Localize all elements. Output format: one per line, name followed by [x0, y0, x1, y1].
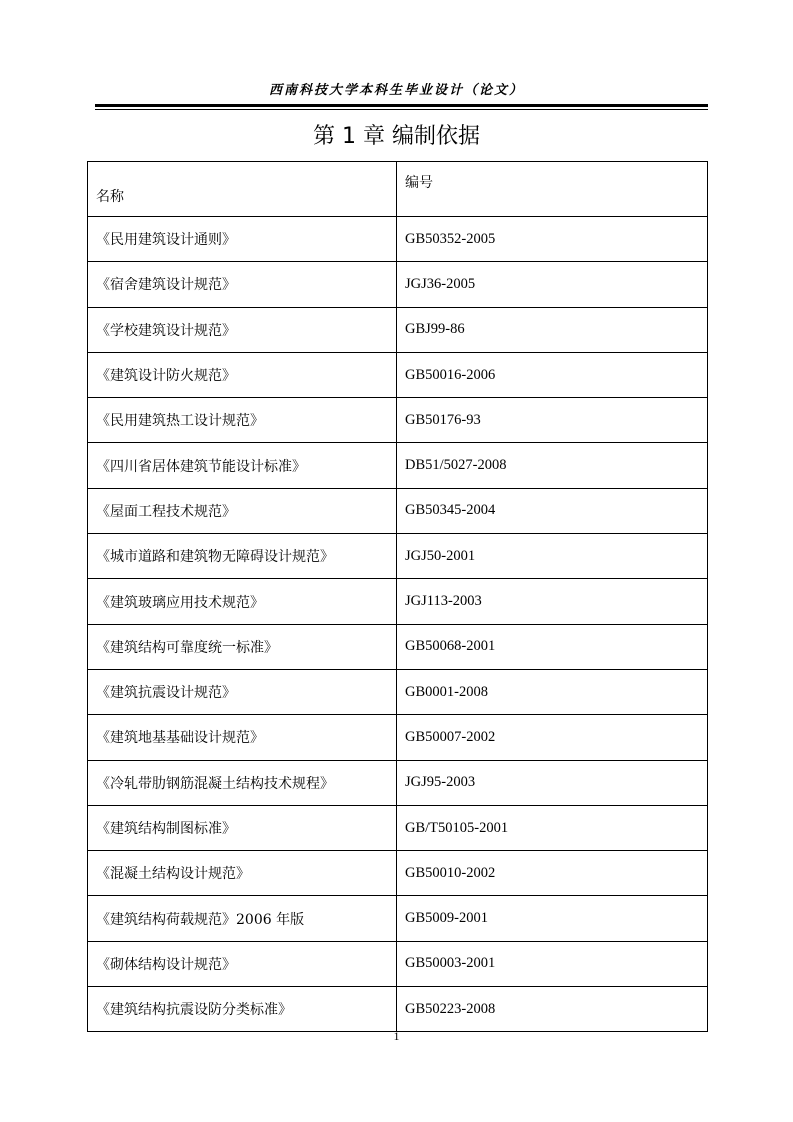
standard-name: 《建筑结构荷载规范》2006 年版 [88, 896, 397, 941]
standard-name: 《砌体结构设计规范》 [88, 941, 397, 986]
standard-name: 《建筑玻璃应用技术规范》 [88, 579, 397, 624]
chapter-title: 第 1 章 编制依据 [313, 124, 480, 149]
page-number: 1 [393, 1029, 400, 1043]
table-row [88, 805, 708, 850]
standard-name: 《城市道路和建筑物无障碍设计规范》 [88, 534, 397, 579]
table-row [88, 715, 708, 760]
column-header-name: 名称 [88, 162, 397, 217]
standard-name: 《建筑结构抗震设防分类标准》 [88, 987, 397, 1032]
standard-name: 《建筑抗震设计规范》 [88, 669, 397, 714]
table-header [88, 162, 708, 217]
standard-code: JGJ36-2005 [397, 262, 708, 307]
table-row [88, 896, 708, 941]
standard-code: GB50068-2001 [397, 624, 708, 669]
table-row [88, 941, 708, 986]
standard-code: GB5009-2001 [397, 896, 708, 941]
column-header-code: 编号 [397, 162, 708, 217]
standard-name: 《建筑结构制图标准》 [88, 805, 397, 850]
standard-code: JGJ50-2001 [397, 534, 708, 579]
table-row [88, 443, 708, 488]
table-row [88, 262, 708, 307]
table-header-row [88, 162, 708, 217]
standard-code: GB0001-2008 [397, 669, 708, 714]
standard-name: 《民用建筑设计通则》 [88, 217, 397, 262]
standard-name: 《冷轧带肋钢筋混凝土结构技术规程》 [88, 760, 397, 805]
standard-name: 《学校建筑设计规范》 [88, 307, 397, 352]
table-row [88, 579, 708, 624]
table-row [88, 760, 708, 805]
header-rule-thick [95, 104, 708, 107]
standard-name: 《屋面工程技术规范》 [88, 488, 397, 533]
standard-name: 《建筑地基基础设计规范》 [88, 715, 397, 760]
standards-table [87, 161, 708, 1032]
table-row [88, 488, 708, 533]
running-header: 西南科技大学本科生毕业设计（论文） [268, 83, 524, 98]
standard-name: 《建筑结构可靠度统一标准》 [88, 624, 397, 669]
table-row [88, 352, 708, 397]
standard-code: GB/T50105-2001 [397, 805, 708, 850]
standard-code: GB50176-93 [397, 398, 708, 443]
standard-code: GBJ99-86 [397, 307, 708, 352]
table-row [88, 398, 708, 443]
standard-name: 《宿舍建筑设计规范》 [88, 262, 397, 307]
standard-code: GB50003-2001 [397, 941, 708, 986]
header-rule-thin [95, 109, 708, 110]
standard-name: 《民用建筑热工设计规范》 [88, 398, 397, 443]
standard-code: GB50010-2002 [397, 851, 708, 896]
standard-name: 《四川省居体建筑节能设计标准》 [88, 443, 397, 488]
standard-code: GB50352-2005 [397, 217, 708, 262]
standard-code: DB51/5027-2008 [397, 443, 708, 488]
standard-code: GB50223-2008 [397, 987, 708, 1032]
table-row [88, 851, 708, 896]
standard-code: GB50016-2006 [397, 352, 708, 397]
table-row [88, 217, 708, 262]
table-body [88, 217, 708, 1032]
table-row [88, 624, 708, 669]
standard-code: GB50345-2004 [397, 488, 708, 533]
standard-name: 《建筑设计防火规范》 [88, 352, 397, 397]
table-row [88, 307, 708, 352]
standard-code: JGJ113-2003 [397, 579, 708, 624]
standard-name: 《混凝土结构设计规范》 [88, 851, 397, 896]
table-row [88, 534, 708, 579]
standard-code: JGJ95-2003 [397, 760, 708, 805]
standard-code: GB50007-2002 [397, 715, 708, 760]
table-row [88, 669, 708, 714]
table-row [88, 987, 708, 1032]
